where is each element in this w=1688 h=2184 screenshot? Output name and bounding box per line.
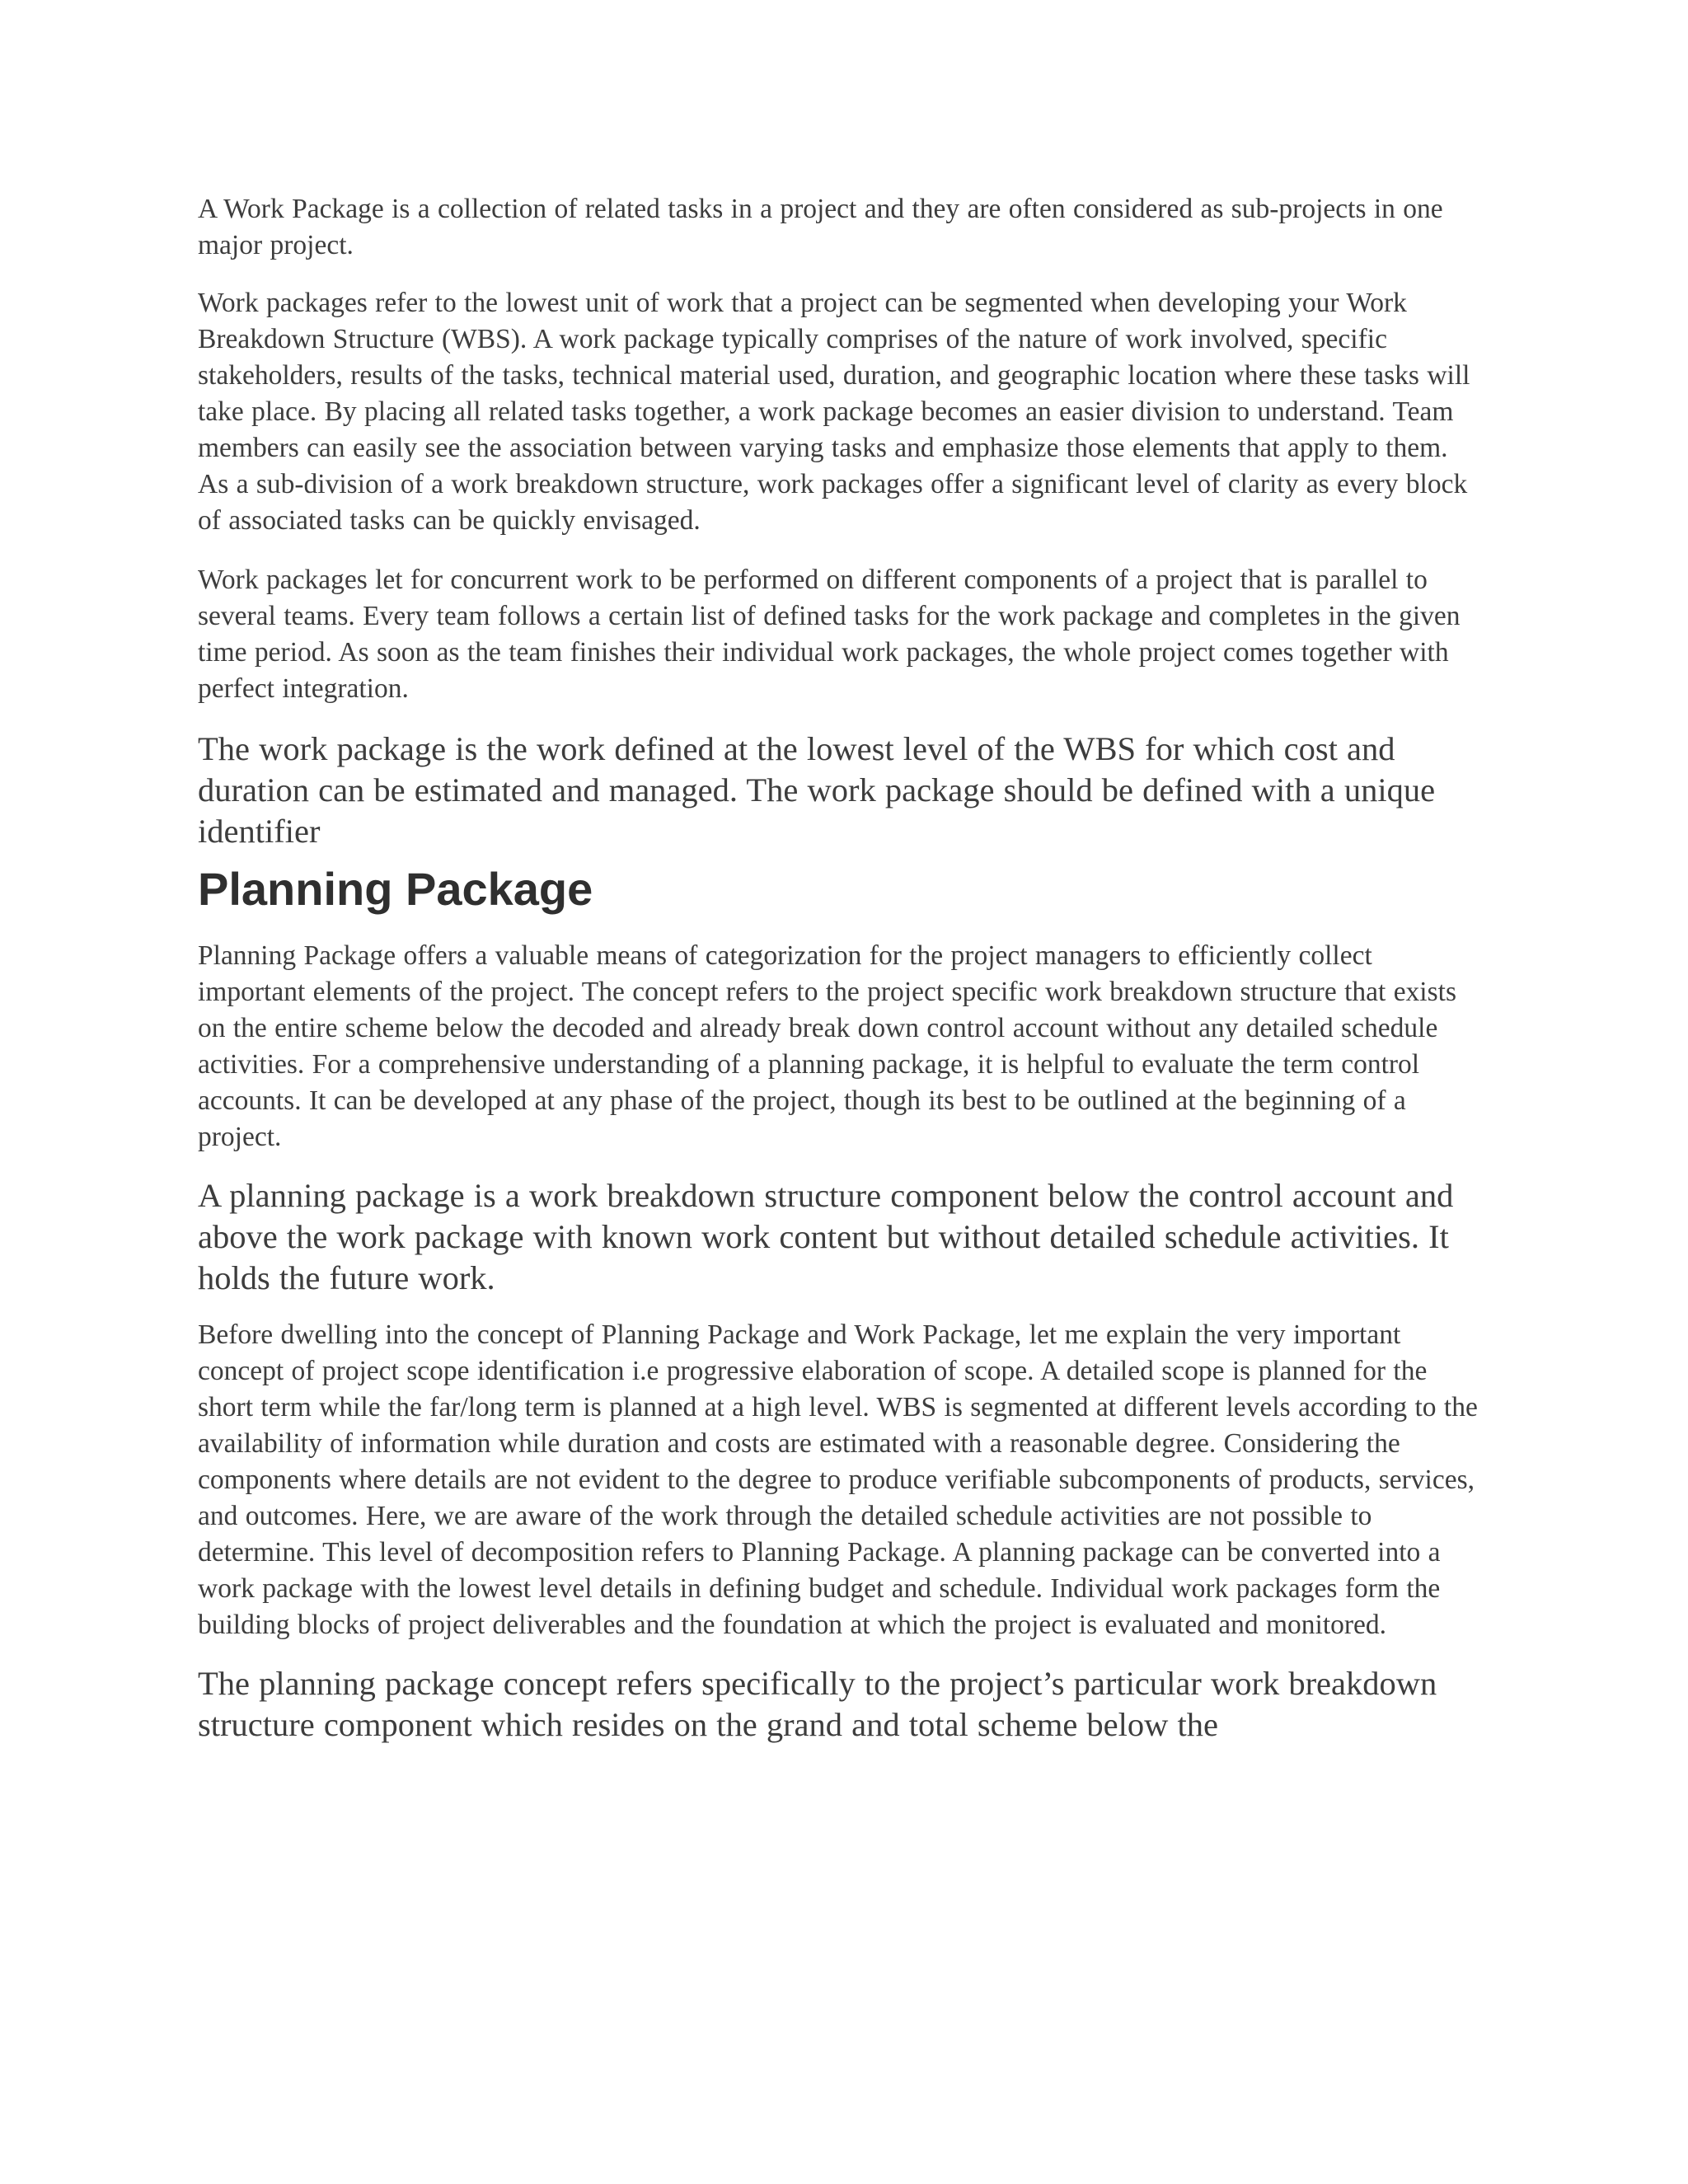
planning-package-paragraph: Planning Package offers a valuable means of categorization for the project managers to efficiently collect important elements of the project. The concept refers to the project specific work breakdown structure that exists on the entire scheme below the decoded and already break down control account without any detailed schedule activities. For a comprehensive understanding of a planning package, it is helpful to evaluate the term control accounts. It can be developed at any phase of the project, though its best to be outlined at the beginning of a project.	[198, 940, 1457, 1152]
planning-package-concept-paragraph: The planning package concept refers specifically to the project’s particular work breakdown structure component which resides on the grand and total scheme below the	[198, 1665, 1437, 1743]
work-packages-paragraph: Work packages refer to the lowest unit of work that a project can be segmented when developing your Work Breakdown Structure (WBS). A work package typically comprises of the nature of work involved, specific stakeholders, results of the tasks, technical material used, duration, and geographic location where these tasks will take place. By placing all related tasks together, a work package becomes an easier division to understand. Team members can easily see the association between varying tasks and emphasize those elements that apply to them. As a sub-division of a work breakdown structure, work packages offer a significant level of clarity as every block of associated tasks can be quickly envisaged.	[198, 288, 1470, 536]
planning-package-definition: A planning package is a work breakdown structure component below the control account and above the work package with known work content but without detailed schedule activities. It holds the future work.	[198, 1177, 1454, 1296]
progressive-elaboration-paragraph: Before dwelling into the concept of Planning Package and Work Package, let me explain the very important concept of project scope identification i.e progressive elaboration of scope. A detailed scope is planned for the short term while the far/long term is planned at a high level. WBS is segmented at different levels according to the availability of information while duration and costs are estimated with a reasonable degree. Considering the components where details are not evident to the degree to produce verifiable subcomponents of products, services, and outcomes. Here, we are aware of the work through the detailed schedule activities are not possible to determine. This level of decomposition refers to Planning Package. A planning package can be converted into a work package with the lowest level details in defining budget and schedule. Individual work packages form the building blocks of project deliverables and the foundation at which the project is evaluated and monitored.	[198, 1319, 1478, 1640]
section-heading: Planning Package	[198, 863, 593, 915]
intro-paragraph: A Work Package is a collection of related tasks in a project and they are often considered as sub-projects in one major project.	[198, 194, 1443, 260]
document-page	[198, 191, 1484, 1769]
concurrent-work-paragraph: Work packages let for concurrent work to be performed on different components of a project that is parallel to several teams. Every team follows a certain list of defined tasks for the work package and completes in the given time period. As soon as the team finishes their individual work packages, the whole project comes together with perfect integration.	[198, 565, 1461, 704]
work-package-definition: The work package is the work defined at the lowest level of the WBS for which cost and duration can be estimated and managed. The work package should be defined with a unique identifier	[198, 730, 1436, 850]
